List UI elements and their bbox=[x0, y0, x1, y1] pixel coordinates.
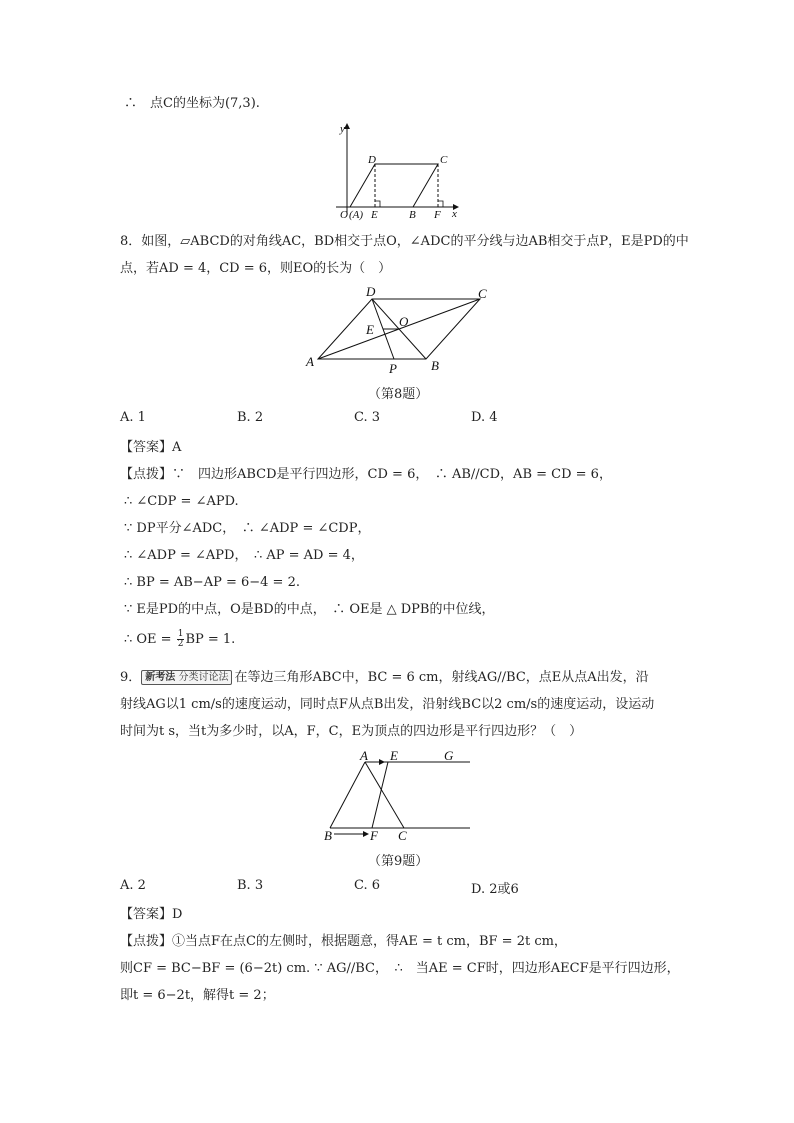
q9-choice-c[interactable]: C. 6 bbox=[354, 878, 381, 893]
q8-caption: （第8题） bbox=[368, 387, 429, 402]
label-e: E bbox=[366, 322, 374, 337]
right-angle-f bbox=[438, 201, 443, 207]
q9-line-2: 射线AG以1 cm/s的速度运动，同时点F从点B出发，沿射线BC以2 cm/s的速度运动，设运动 bbox=[120, 697, 655, 712]
q9-choice-b[interactable]: B. 3 bbox=[237, 878, 264, 893]
label-d: D bbox=[366, 284, 376, 299]
label-c: C bbox=[398, 828, 407, 843]
fraction-denominator: 2 bbox=[177, 639, 184, 649]
label-b: B bbox=[409, 209, 416, 221]
q8-hint-7 bbox=[124, 630, 235, 650]
right-angle-e bbox=[375, 201, 380, 207]
fraction-half bbox=[177, 630, 185, 649]
q9-choice-d[interactable]: D. 2或6 bbox=[471, 882, 519, 897]
q8-hint-7-pre: ∴ OE = bbox=[124, 632, 176, 647]
q9-hint-1: 【点拨】①当点F在点C的左侧时，根据题意，得AE = t cm，BF = 2t cm， bbox=[120, 934, 567, 949]
q9-answer: 【答案】D bbox=[120, 907, 183, 922]
q8-answer: 【答案】A bbox=[120, 440, 182, 455]
q8-hint-3: ∵ DP平分∠ADC， ∴ ∠ADP = ∠CDP， bbox=[124, 521, 371, 536]
q9-caption: （第9题） bbox=[368, 854, 429, 869]
q9-figure bbox=[320, 748, 475, 848]
q8-figure bbox=[300, 284, 500, 378]
badge-method-name: 分类讨论法 bbox=[178, 672, 229, 683]
q8-hint-1: 【点拨】∵ 四边形ABCD是平行四边形，CD = 6， ∴ AB//CD，AB = CD = 6， bbox=[120, 467, 612, 482]
q8-hint-7-post: BP = 1. bbox=[185, 632, 236, 647]
label-g: G bbox=[444, 748, 454, 763]
coordinate-figure bbox=[330, 118, 470, 222]
q8-line-1: 8．如图，▱ABCD的对角线AC，BD相交于点O，∠ADC的平分线与边AB相交于点P，E是PD的中 bbox=[120, 234, 689, 249]
q8-choices bbox=[120, 410, 588, 425]
q8-hint-2: ∴ ∠CDP = ∠APD. bbox=[124, 494, 239, 509]
label-f: F bbox=[434, 209, 441, 221]
q9-hint-3: 即t = 6−2t，解得t = 2； bbox=[120, 988, 275, 1003]
label-d: D bbox=[368, 154, 376, 166]
q8-line-2: 点，若AD = 4，CD = 6，则EO的长为（ ） bbox=[120, 261, 392, 276]
label-c: C bbox=[478, 286, 487, 301]
q8-choice-d[interactable]: D. 4 bbox=[471, 410, 498, 425]
q9-choices bbox=[120, 878, 588, 897]
label-a: A bbox=[360, 748, 368, 763]
label-a: A bbox=[306, 354, 314, 369]
label-e: E bbox=[390, 748, 398, 763]
q8-hint-6: ∵ E是PD的中点，O是BD的中点， ∴ OE是 △ DPB的中位线， bbox=[124, 602, 495, 617]
side-ac bbox=[365, 762, 404, 828]
q9-number: 9． bbox=[120, 670, 142, 685]
parallelogram-abcd bbox=[350, 164, 438, 207]
badge-new-method: 新考法 bbox=[145, 672, 176, 683]
q8-hint-4: ∴ ∠ADP = ∠APD， ∴ AP = AD = 4， bbox=[124, 548, 364, 563]
q9-hint-2: 则CF = BC−BF = (6−2t) cm. ∵ AG//BC， ∴ 当AE = CF时，四边形AECF是平行四边形， bbox=[120, 961, 680, 976]
label-x: x bbox=[452, 208, 457, 220]
label-c: C bbox=[440, 154, 448, 166]
q8-choice-c[interactable]: C. 3 bbox=[354, 410, 381, 425]
q9-method-badge bbox=[141, 670, 232, 685]
conclusion-line: ∴ 点C的坐标为(7,3). bbox=[124, 96, 260, 111]
q8-choice-a[interactable]: A. 1 bbox=[120, 410, 146, 425]
q9-line-3: 时间为t s，当t为多少时，以A，F，C，E为顶点的四边形是平行四边形？（ ） bbox=[120, 724, 583, 739]
label-b: B bbox=[431, 358, 439, 373]
label-y: y bbox=[340, 123, 345, 135]
label-e: E bbox=[371, 209, 378, 221]
fraction-numerator: 1 bbox=[177, 629, 184, 639]
q9-line-1 bbox=[120, 668, 649, 688]
q8-choice-b[interactable]: B. 2 bbox=[237, 410, 264, 425]
label-o: O bbox=[340, 209, 348, 221]
side-ab bbox=[330, 762, 365, 828]
label-b: B bbox=[324, 828, 332, 843]
q8-hint-5: ∴ BP = AB−AP = 6−4 = 2. bbox=[124, 575, 300, 590]
segment-ef bbox=[372, 762, 388, 828]
label-o: O bbox=[399, 314, 409, 329]
q9-line-1-text: 在等边三角形ABC中，BC = 6 cm，射线AG//BC，点E从点A出发，沿 bbox=[234, 670, 649, 685]
q9-choice-a[interactable]: A. 2 bbox=[120, 878, 146, 893]
label-f: F bbox=[370, 828, 378, 843]
label-p: P bbox=[389, 361, 397, 376]
label-a: (A) bbox=[349, 209, 364, 221]
